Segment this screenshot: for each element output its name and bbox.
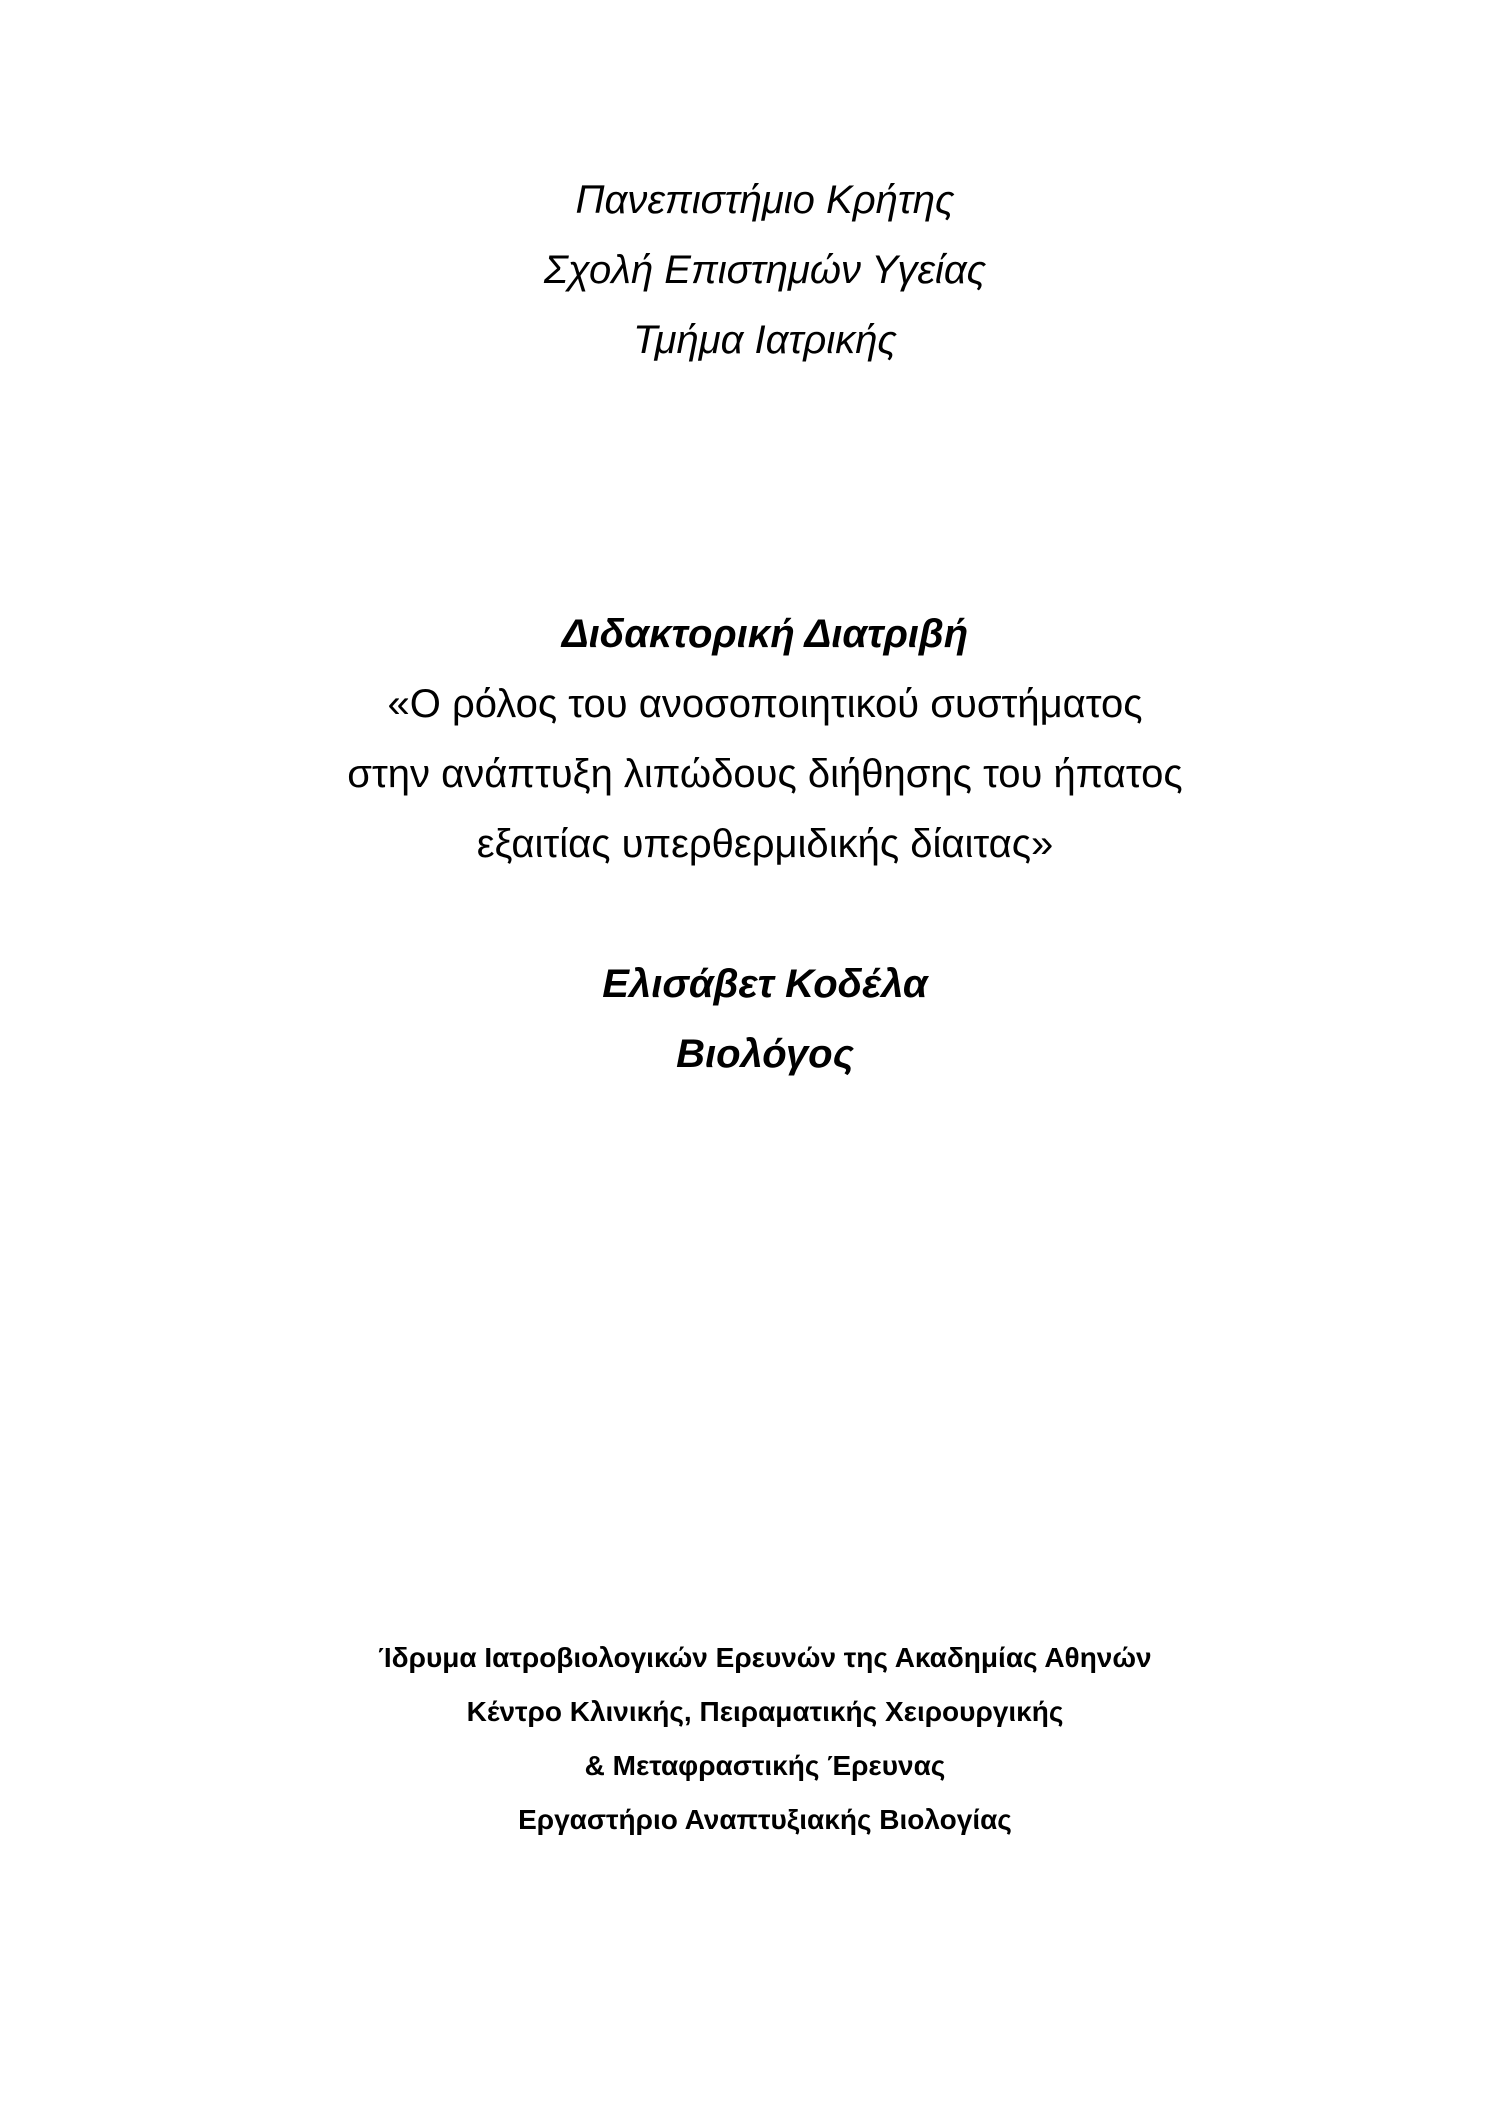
university-name: Πανεπιστήμιο Κρήτης [575, 178, 955, 222]
thesis-title-line-3: εξαιτίας υπερθερμιδικής δίαιτας» [476, 822, 1054, 866]
institution-name: Ίδρυμα Ιατροβιολογικών Ερευνών της Ακαδημίας Αθηνών [378, 1642, 1152, 1673]
author-name: Ελισάβετ Κοδέλα [602, 962, 928, 1006]
school-name: Σχολή Επιστημών Υγείας [543, 248, 987, 292]
thesis-label: Διδακτορική Διατριβή [561, 612, 969, 656]
thesis-title-line-2: στην ανάπτυξη λιπώδους διήθησης του ήπατος [347, 752, 1183, 796]
center-name-continued: & Μεταφραστικής Έρευνας [584, 1750, 946, 1781]
laboratory-name: Εργαστήριο Αναπτυξιακής Βιολογίας [518, 1804, 1012, 1835]
department-name: Τμήμα Ιατρικής [633, 318, 897, 362]
center-name: Κέντρο Κλινικής, Πειραματικής Χειρουργικής [466, 1696, 1064, 1727]
thesis-title-line-1: «Ο ρόλος του ανοσοποιητικού συστήματος [387, 682, 1143, 726]
author-profession: Βιολόγος [676, 1032, 854, 1076]
